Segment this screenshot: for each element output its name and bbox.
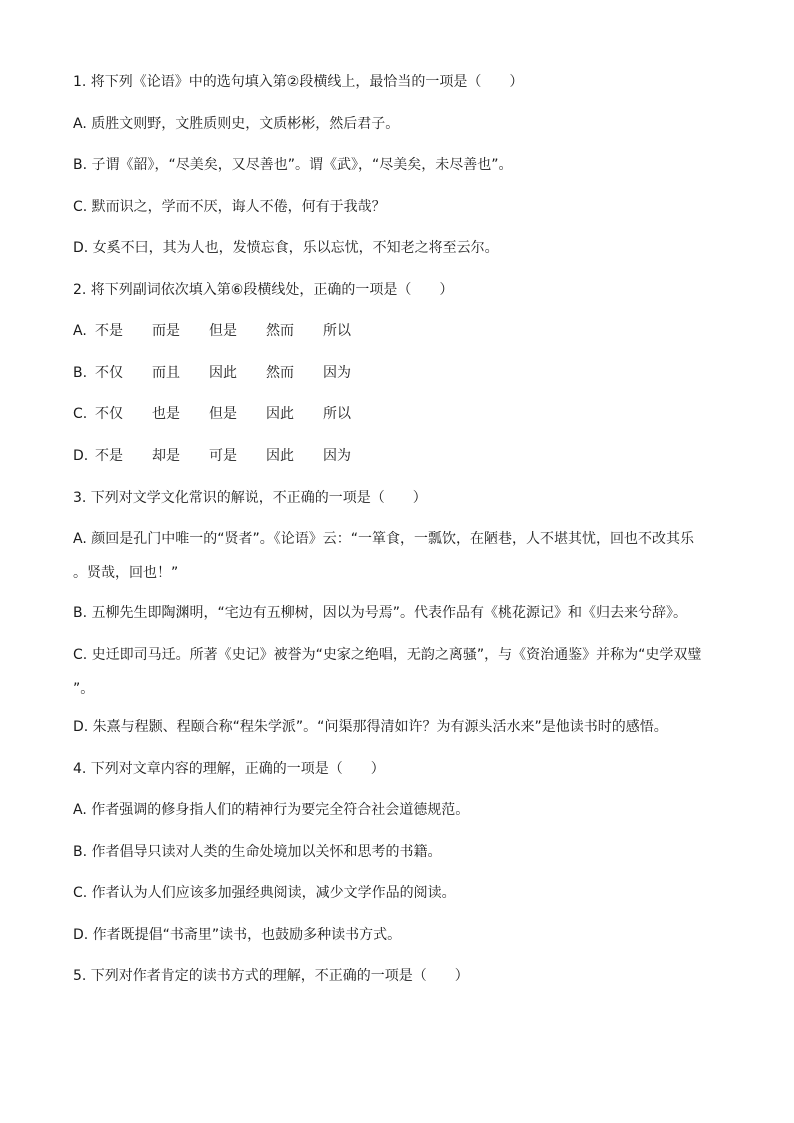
- question-2-option-d: [73, 446, 380, 466]
- option-word: 所以: [323, 406, 351, 422]
- option-label: C.: [73, 406, 88, 422]
- option-word: 所以: [323, 323, 351, 339]
- question-3-option-a: A. 颜回是孔门中唯一的“贤者”。《论语》云：“一箪食，一瓢饮，在陋巷，人不堪其忧，回也不改其乐: [73, 531, 694, 547]
- option-word: 因为: [323, 365, 351, 381]
- question-3-option-d: D. 朱熹与程颢、程颐合称“程朱学派”。“问渠那得清如许？为有源头活水来”是他读书时的感悟。: [73, 719, 668, 735]
- option-word: 而且: [152, 365, 180, 381]
- question-1-option-c: C. 默而识之，学而不厌，诲人不倦，何有于我哉？: [73, 199, 386, 215]
- question-1-option-d: D. 女奚不曰，其为人也，发愤忘食，乐以忘忧，不知老之将至云尔。: [73, 240, 499, 256]
- question-4-option-c: C. 作者认为人们应该多加强经典阅读，减少文学作品的阅读。: [73, 885, 456, 901]
- question-3-option-c: C. 史迁即司马迁。所著《史记》被誉为“史家之绝唱，无韵之离骚”，与《资治通鉴》并称为“史学双璧: [73, 647, 702, 663]
- question-3-option-b: B. 五柳先生即陶渊明，“宅边有五柳树，因以为号焉”。代表作品有《桃花源记》和《归去来兮辞》。: [73, 605, 688, 621]
- option-label: B.: [73, 365, 88, 381]
- question-1-stem: 1. 将下列《论语》中的选句填入第②段横线上，最恰当的一项是（ ）: [73, 74, 524, 90]
- option-word: 不仅: [95, 406, 123, 422]
- option-word: 不是: [95, 448, 123, 464]
- option-word: 因此: [266, 406, 294, 422]
- question-3-stem: 3. 下列对文学文化常识的解说，不正确的一项是（ ）: [73, 490, 427, 506]
- option-word: 却是: [152, 448, 180, 464]
- question-1-option-b: B. 子谓《韶》，“尽美矣，又尽善也”。谓《武》，“尽美矣，未尽善也”。: [73, 157, 513, 173]
- question-3-option-c-continued: ”。: [73, 681, 95, 697]
- question-5-stem: 5. 下列对作者肯定的读书方式的理解，不正确的一项是（ ）: [73, 968, 469, 984]
- question-4-stem: 4. 下列对文章内容的理解，正确的一项是（ ）: [73, 761, 385, 777]
- question-4-option-b: B. 作者倡导只读对人类的生命处境加以关怀和思考的书籍。: [73, 844, 442, 860]
- option-label: D.: [73, 448, 89, 464]
- question-2-option-b: [73, 363, 380, 383]
- option-word: 而是: [152, 323, 180, 339]
- option-word: 可是: [209, 448, 237, 464]
- question-3-option-a-continued: 。贤哉，回也！”: [73, 565, 179, 581]
- question-1-option-a: A. 质胜文则野，文胜质则史，文质彬彬，然后君子。: [73, 116, 400, 132]
- option-word: 但是: [209, 323, 237, 339]
- option-word: 然而: [266, 323, 294, 339]
- option-word: 不是: [95, 323, 123, 339]
- question-2-option-c: [73, 404, 380, 424]
- option-word: 因为: [323, 448, 351, 464]
- question-4-option-a: A. 作者强调的修身指人们的精神行为要完全符合社会道德规范。: [73, 802, 470, 818]
- option-word: 也是: [152, 406, 180, 422]
- option-word: 因此: [266, 448, 294, 464]
- option-word: 不仅: [95, 365, 123, 381]
- option-word: 然而: [266, 365, 294, 381]
- option-word: 因此: [209, 365, 237, 381]
- question-2-option-a: [73, 321, 380, 341]
- option-word: 但是: [209, 406, 237, 422]
- question-4-option-d: D. 作者既提倡“书斋里”读书，也鼓励多种读书方式。: [73, 927, 402, 943]
- option-label: A.: [73, 323, 87, 339]
- question-2-stem: 2. 将下列副词依次填入第⑥段横线处，正确的一项是（ ）: [73, 282, 454, 298]
